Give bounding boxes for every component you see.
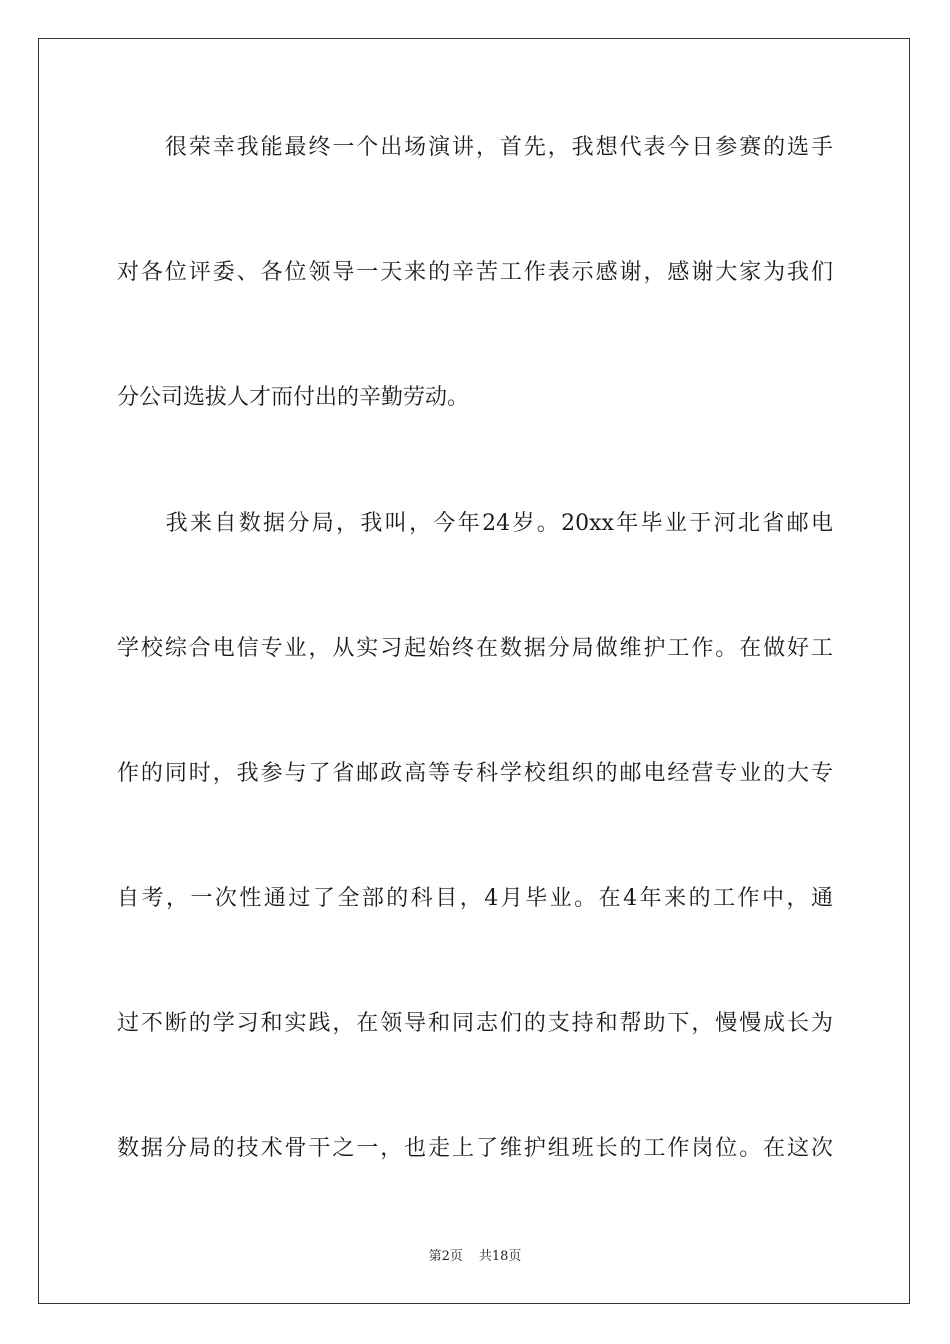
text-line-7: 自考，一次性通过了全部的科目，4月毕业。在4年来的工作中，通 (117, 886, 833, 911)
text-line-9: 数据分局的技术骨干之一，也走上了维护组班长的工作岗位。在这次 (117, 1136, 833, 1161)
page-footer (0, 1248, 950, 1266)
text-line-6: 作的同时，我参与了省邮政高等专科学校组织的邮电经营专业的大专 (117, 761, 833, 786)
text-line-4: 我来自数据分局，我叫，今年24岁。20xx年毕业于河北省邮电 (117, 511, 833, 536)
page-number-total: 共18页 (478, 1249, 522, 1264)
text-line-2: 对各位评委、各位领导一天来的辛苦工作表示感谢，感谢大家为我们 (117, 260, 833, 285)
text-line-1: 很荣幸我能最终一个出场演讲，首先，我想代表今日参赛的选手 (117, 135, 833, 160)
text-line-3: 分公司选拔人才而付出的辛勤劳动。 (117, 385, 470, 410)
text-line-8: 过不断的学习和实践，在领导和同志们的支持和帮助下，慢慢成长为 (117, 1011, 833, 1036)
page-number-current: 第2页 (428, 1249, 463, 1264)
page-border (38, 38, 910, 1304)
text-line-5: 学校综合电信专业，从实习起始终在数据分局做维护工作。在做好工 (117, 636, 833, 661)
